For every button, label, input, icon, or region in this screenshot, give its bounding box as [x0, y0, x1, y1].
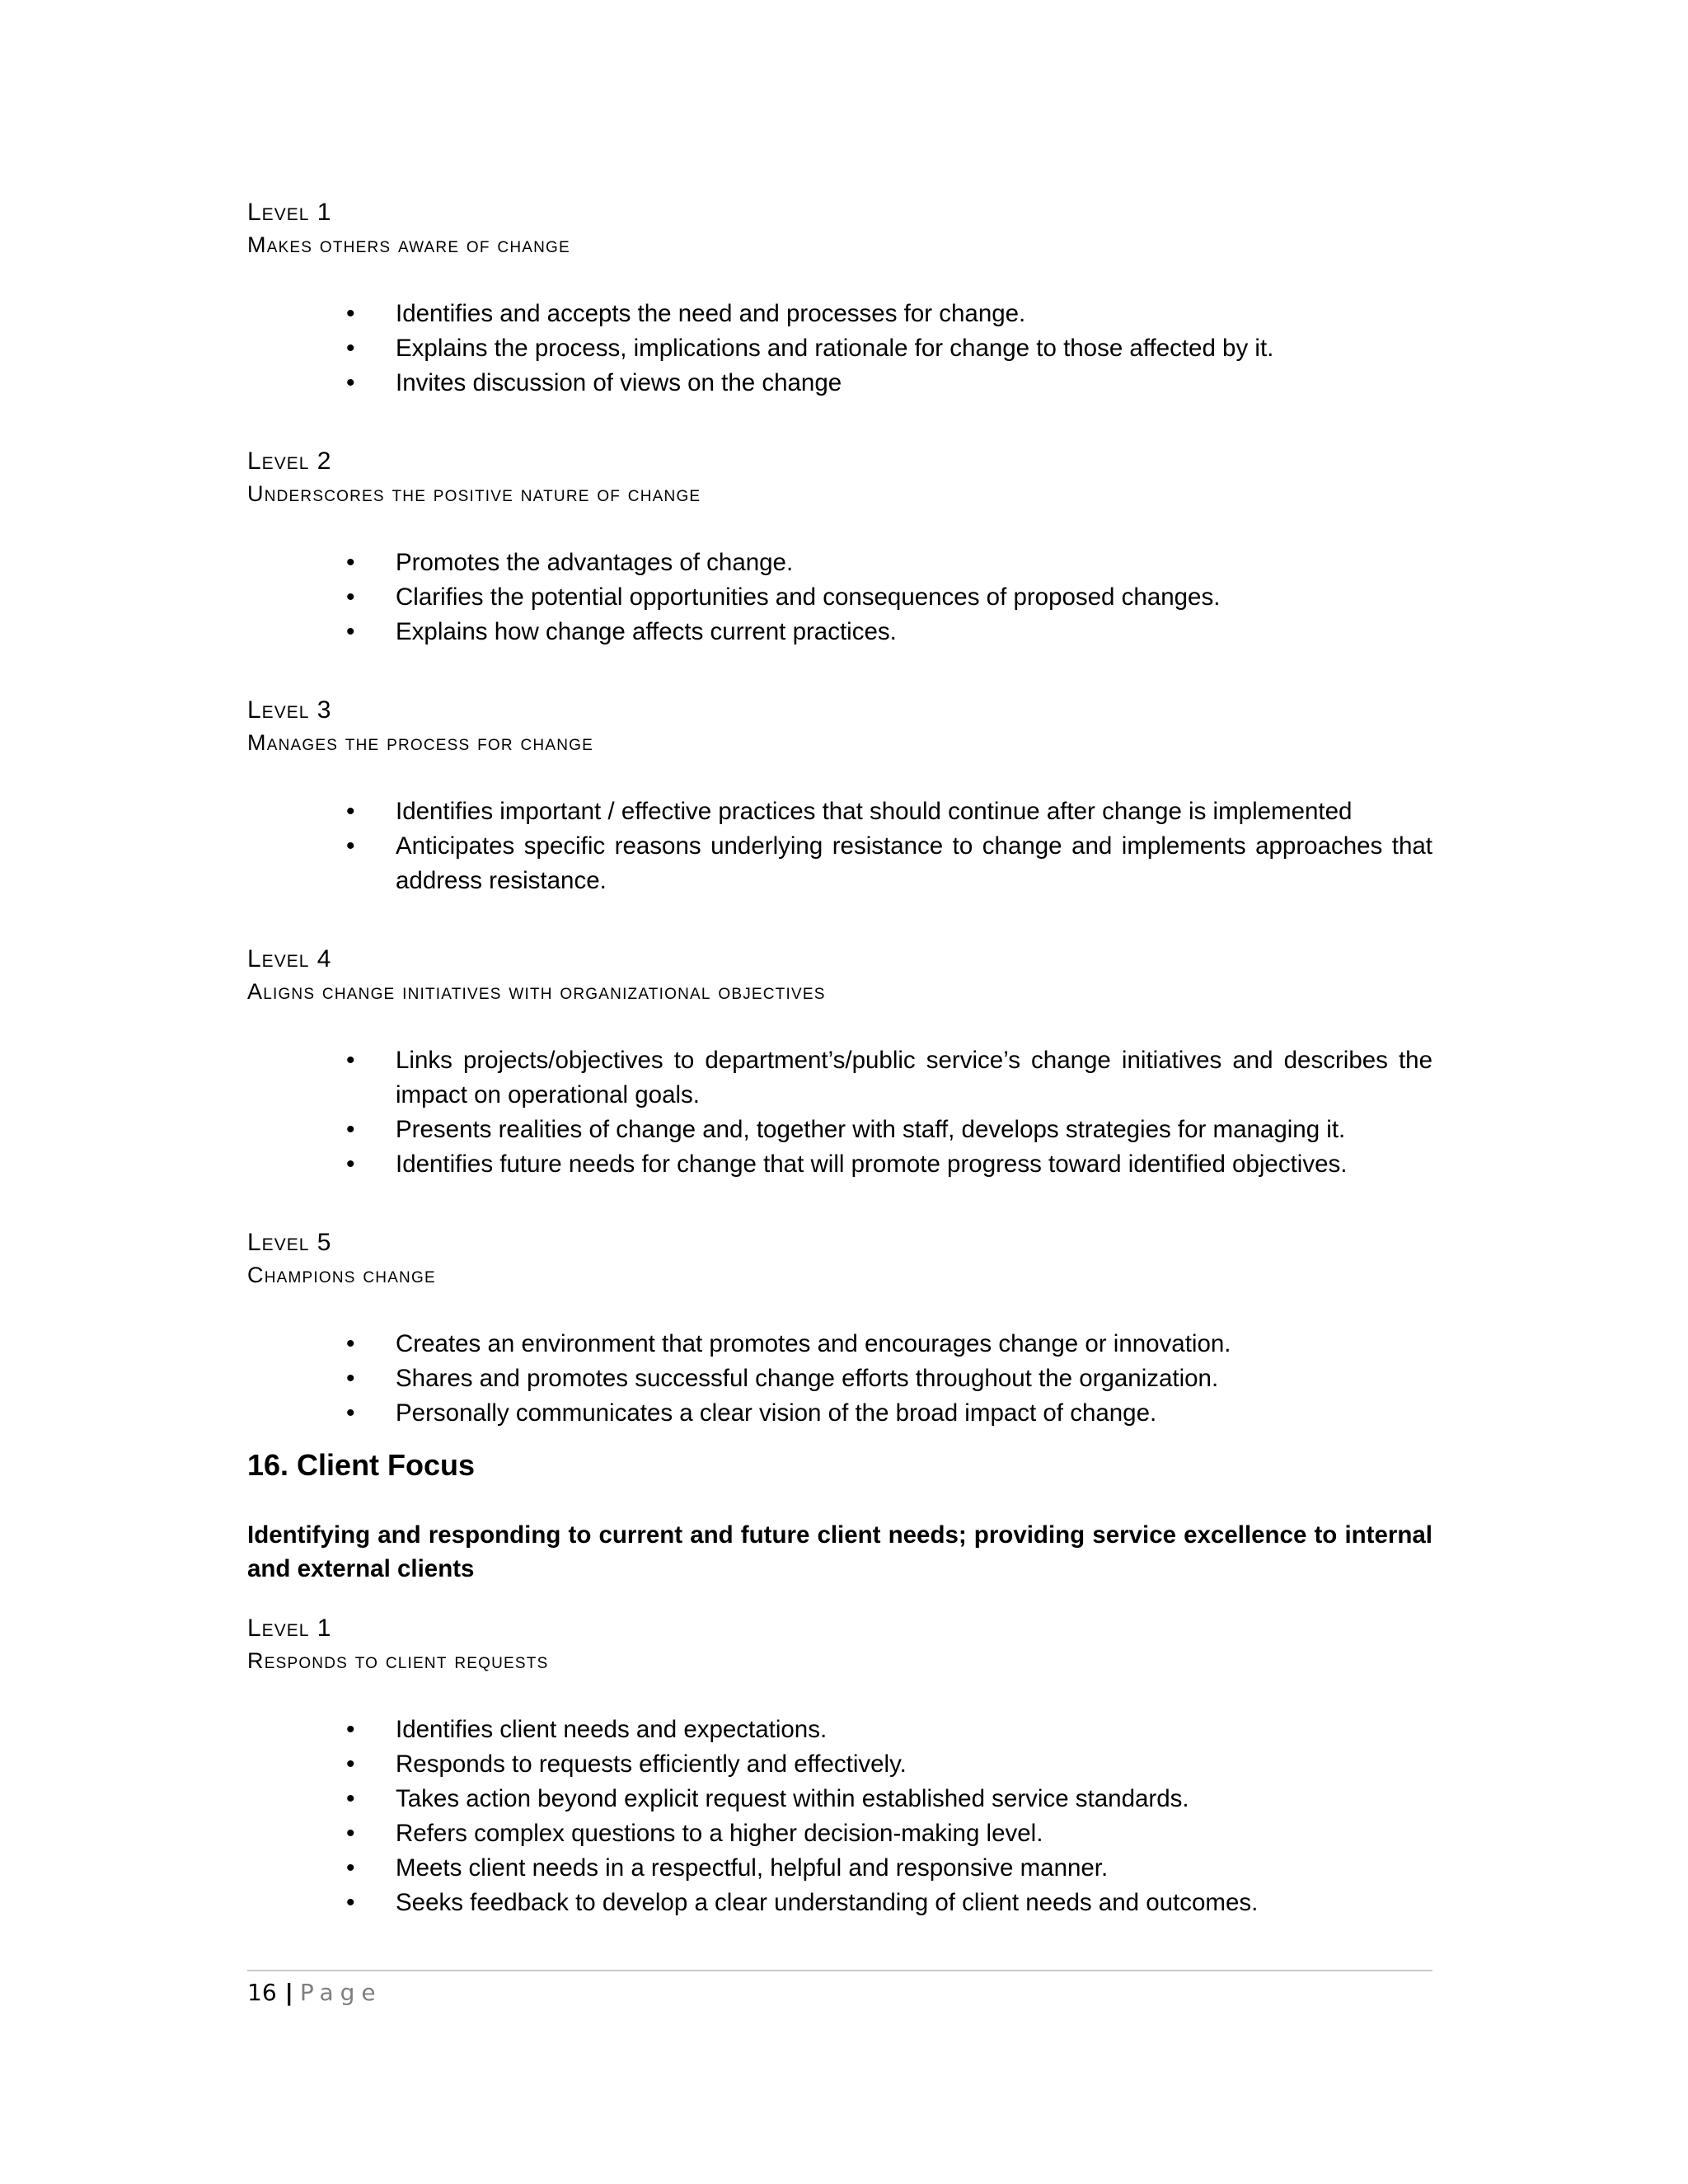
page-footer	[247, 1976, 382, 2009]
level-title: Champions change	[247, 1263, 436, 1287]
bullet-list	[247, 1327, 1432, 1431]
level-block-change-2	[247, 445, 1432, 694]
footer-divider	[247, 1970, 1432, 1971]
level-title: Manages the process for change	[247, 730, 593, 755]
level-label: Level 2	[247, 448, 332, 475]
level-title: Makes others aware of change	[247, 232, 570, 257]
bullet-list	[247, 546, 1432, 649]
list-item: • Identifies client needs and expectations.	[396, 1713, 1432, 1747]
list-item: • Clarifies the potential opportunities and consequences of proposed changes.	[396, 580, 1432, 615]
bullet-list	[247, 1713, 1432, 1920]
level-label: Level 3	[247, 696, 332, 724]
list-item: • Meets client needs in a respectful, helpful and responsive manner.	[396, 1851, 1432, 1886]
bullet-list	[247, 794, 1432, 898]
bullet-list	[247, 1043, 1432, 1182]
list-item: • Refers complex questions to a higher decision-making level.	[396, 1816, 1432, 1851]
list-item: • Promotes the advantages of change.	[396, 546, 1432, 580]
footer-separator: |	[284, 1979, 293, 2006]
list-item: • Personally communicates a clear vision of the broad impact of change.	[396, 1396, 1432, 1431]
level-block-client-1	[247, 1612, 1432, 1920]
list-item: • Takes action beyond explicit request within established service standards.	[396, 1782, 1432, 1816]
section-description: Identifying and responding to current and future client needs; providing service excellence to internal and external clients	[247, 1521, 1432, 1582]
list-item: • Identifies important / effective practices that should continue after change is implemented	[396, 794, 1432, 829]
level-label: Level 1	[247, 199, 332, 226]
list-item: • Explains the process, implications and rationale for change to those affected by it.	[396, 331, 1432, 366]
level-block-change-5	[247, 1226, 1432, 1431]
list-item: • Explains how change affects current practices.	[396, 615, 1432, 649]
level-label: Level 4	[247, 945, 332, 972]
page-number: 16	[247, 1979, 277, 2006]
level-title: Aligns change initiatives with organizational objectives	[247, 979, 826, 1004]
section-heading: 16. Client Focus	[247, 1448, 476, 1482]
level-block-change-4	[247, 943, 1432, 1226]
page-word: Page	[299, 1979, 382, 2006]
list-item: • Seeks feedback to develop a clear understanding of client needs and outcomes.	[396, 1886, 1432, 1920]
page-content	[247, 196, 1432, 1920]
list-item: • Creates an environment that promotes and encourages change or innovation.	[396, 1327, 1432, 1361]
level-block-change-3	[247, 694, 1432, 943]
level-block-change-1	[247, 196, 1432, 445]
list-item: • Links projects/objectives to department’s/public service’s change initiatives and describes the impact on operational goals.	[396, 1043, 1432, 1113]
level-label: Level 5	[247, 1229, 332, 1256]
list-item: • Anticipates specific reasons underlying resistance to change and implements approaches that address resistance.	[396, 829, 1432, 898]
list-item: • Presents realities of change and, together with staff, develops strategies for managing it.	[396, 1113, 1432, 1147]
list-item: • Shares and promotes successful change efforts throughout the organization.	[396, 1361, 1432, 1396]
level-title: Responds to client requests	[247, 1648, 549, 1673]
list-item: • Identifies and accepts the need and processes for change.	[396, 297, 1432, 331]
bullet-list	[247, 297, 1432, 401]
level-title: Underscores the positive nature of change	[247, 481, 701, 506]
list-item: • Invites discussion of views on the change	[396, 366, 1432, 401]
level-label: Level 1	[247, 1615, 332, 1642]
list-item: • Responds to requests efficiently and effectively.	[396, 1747, 1432, 1782]
list-item: • Identifies future needs for change that will promote progress toward identified objectives.	[396, 1147, 1432, 1182]
